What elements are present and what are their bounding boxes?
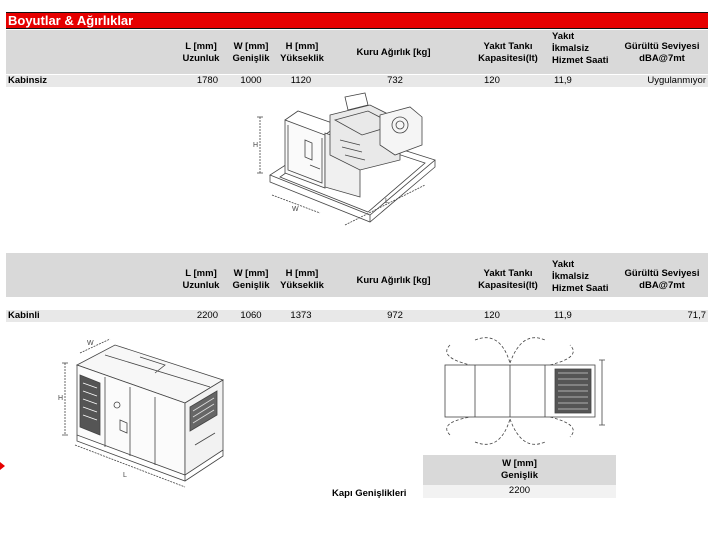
- dim-label-w: W: [292, 206, 299, 213]
- header-refuel: Yakıt İkmalsiz Hizmet Saati: [552, 31, 609, 66]
- header-tank: Yakıt Tankı Kapasitesi(lt): [478, 41, 538, 64]
- section-title: Boyutlar & Ağırlıklar: [8, 13, 134, 28]
- row-weight: 732: [387, 75, 403, 86]
- dim-label-h: H: [253, 142, 259, 149]
- header-noise: Gürültü Seviyesi dBA@7mt: [624, 41, 700, 64]
- door-width-value: 2200: [508, 485, 531, 496]
- header-weight: Kuru Ağırlık [kg]: [356, 275, 431, 286]
- row-tank: 120: [484, 310, 500, 321]
- door-width-row: [423, 485, 616, 498]
- door-width-label: Kapı Genişlikleri: [332, 488, 407, 499]
- open-generator-drawing: [250, 85, 440, 235]
- row-name: Kabinli: [8, 310, 40, 321]
- door-width-header-text: W [mm] Genişlik: [501, 458, 538, 481]
- header-length: L [mm] Uzunluk: [182, 268, 220, 291]
- row-length: 1780: [196, 75, 218, 86]
- dim-label-w: W: [87, 340, 94, 347]
- header-tank: Yakıt Tankı Kapasitesi(lt): [478, 268, 538, 291]
- row-height: 1373: [290, 310, 312, 321]
- header-refuel: Yakıt İkmalsiz Hizmet Saati: [552, 259, 609, 294]
- row-refuel: 11,9: [554, 75, 572, 86]
- row-width: 1000: [240, 75, 262, 86]
- top-view-door-drawing: [440, 335, 610, 447]
- row-name: Kabinsiz: [8, 75, 48, 86]
- door-width-header: [423, 455, 616, 485]
- row-height: 1120: [290, 75, 312, 86]
- header-weight: Kuru Ağırlık [kg]: [356, 47, 431, 58]
- table-row: [6, 310, 708, 322]
- section-title-bar: [6, 12, 708, 29]
- row-noise: Uygulanmıyor: [647, 75, 706, 86]
- row-refuel: 11,9: [554, 310, 572, 321]
- header-width: W [mm] Genişlik: [232, 41, 270, 64]
- header-length: L [mm] Uzunluk: [182, 41, 220, 64]
- dim-label-l: L: [123, 472, 127, 479]
- header-width: W [mm] Genişlik: [232, 268, 270, 291]
- dim-label-h: H: [58, 395, 64, 402]
- header-noise: Gürültü Seviyesi dBA@7mt: [624, 268, 700, 291]
- row-width: 1060: [240, 310, 262, 321]
- table-header-kabinli: [6, 253, 708, 297]
- header-height: H [mm] Yükseklik: [280, 41, 324, 64]
- table-header-kabinsiz: [6, 30, 708, 74]
- dim-label-l: L: [385, 198, 389, 205]
- header-height: H [mm] Yükseklik: [280, 268, 324, 291]
- row-weight: 972: [387, 310, 403, 321]
- row-tank: 120: [484, 75, 500, 86]
- canopy-generator-drawing: [55, 335, 230, 495]
- row-length: 2200: [196, 310, 218, 321]
- arrow-marker-icon: [0, 462, 6, 470]
- row-noise: 71,7: [687, 310, 706, 321]
